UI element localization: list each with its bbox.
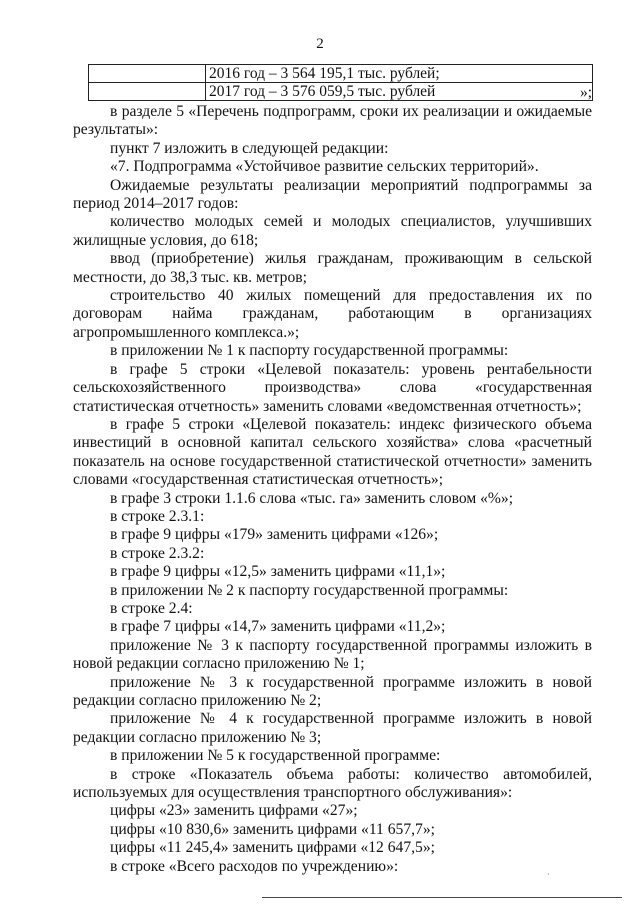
funding-table [88,64,593,101]
page-number: 2 [316,36,324,52]
paragraph: цифры «23» заменить цифрами «27»; [110,802,358,820]
table-cell [89,65,206,83]
paragraph: в приложении № 1 к паспорту государственной программы: [110,342,509,360]
document-body [73,103,592,876]
paragraph: в строке 2.4: [110,599,193,617]
paragraph: количество молодых семей и молодых специалистов, улучшивших жилищные условия, до 618; [73,213,592,249]
paragraph: в приложении № 5 к государственной программе: [110,747,441,765]
table-row [89,83,593,101]
paragraph: в графе 9 цифры «12,5» заменить цифрами «11,1»; [110,563,446,581]
paragraph: в строке 2.3.2: [110,544,205,562]
paragraph: в графе 3 строки 1.1.6 слова «тыс. га» заменить словом «%»; [110,489,514,507]
paragraph: в графе 9 цифры «179» заменить цифрами «126»; [110,526,439,544]
paragraph: цифры «10 830,6» заменить цифрами «11 657,7»; [110,820,435,838]
paragraph: приложение № 4 к государственной программе изложить в новой редакции согласно приложению № 3; [73,710,592,746]
paragraph: в графе 5 строки «Целевой показатель: уровень рентабельности сельскохозяйственного производства» слова «государственная статистическая отчетность» заменить словами «ведомственная отчетность»; [73,360,592,415]
paragraph: в строке 2.3.1: [110,507,205,525]
paragraph: ввод (приобретение) жилья гражданам, проживающим в сельской местности, до 38,3 тыс. кв. метров; [73,250,592,286]
table-cell [89,83,206,101]
paragraph: пункт 7 изложить в следующей редакции: [110,139,389,157]
paragraph: в разделе 5 «Перечень подпрограмм, сроки их реализации и ожидаемые результаты»: [73,103,592,139]
paragraph: в графе 7 цифры «14,7» заменить цифрами «11,2»; [110,618,446,636]
scan-speck: · [547,870,550,879]
table-cell: 2016 год – 3 564 195,1 тыс. рублей; [206,65,593,83]
paragraph: в строке «Показатель объема работы: количество автомобилей, используемых для осуществления транспортного обслуживания»: [73,765,592,802]
paragraph: в графе 5 строки «Целевой показатель: индекс физического объема инвестиций в основной капитал сельского хозяйства» слова «расчетный показатель на основе государственной статистической отчетности» заменить словами «государственная статистическая отчетность»; [73,415,592,489]
paragraph: приложение № 3 к паспорту государственной программы изложить в новой редакции согласно приложению № 1; [73,636,592,673]
paragraph: строительство 40 жилых помещений для предоставления их по договорам найма гражданам, работающим в организациях агропромышленного комплекса.»; [73,287,592,341]
table-closing-quote: »; [580,84,593,101]
table-row [89,65,593,83]
bottom-rule [262,897,622,898]
paragraph: в строке «Всего расходов по учреждению»: [110,857,399,875]
paragraph: в приложении № 2 к паспорту государственной программы: [110,581,509,599]
paragraph: цифры «11 245,4» заменить цифрами «12 647,5»; [110,839,435,857]
paragraph: приложение № 3 к государственной программе изложить в новой редакции согласно приложению № 2; [73,673,592,709]
table-cell: 2017 год – 3 576 059,5 тыс. рублей [206,83,593,101]
paragraph: «7. Подпрограмма «Устойчивое развитие сельских территорий». [110,158,539,176]
paragraph: Ожидаемые результаты реализации мероприятий подпрограммы за период 2014–2017 годов: [73,176,592,213]
